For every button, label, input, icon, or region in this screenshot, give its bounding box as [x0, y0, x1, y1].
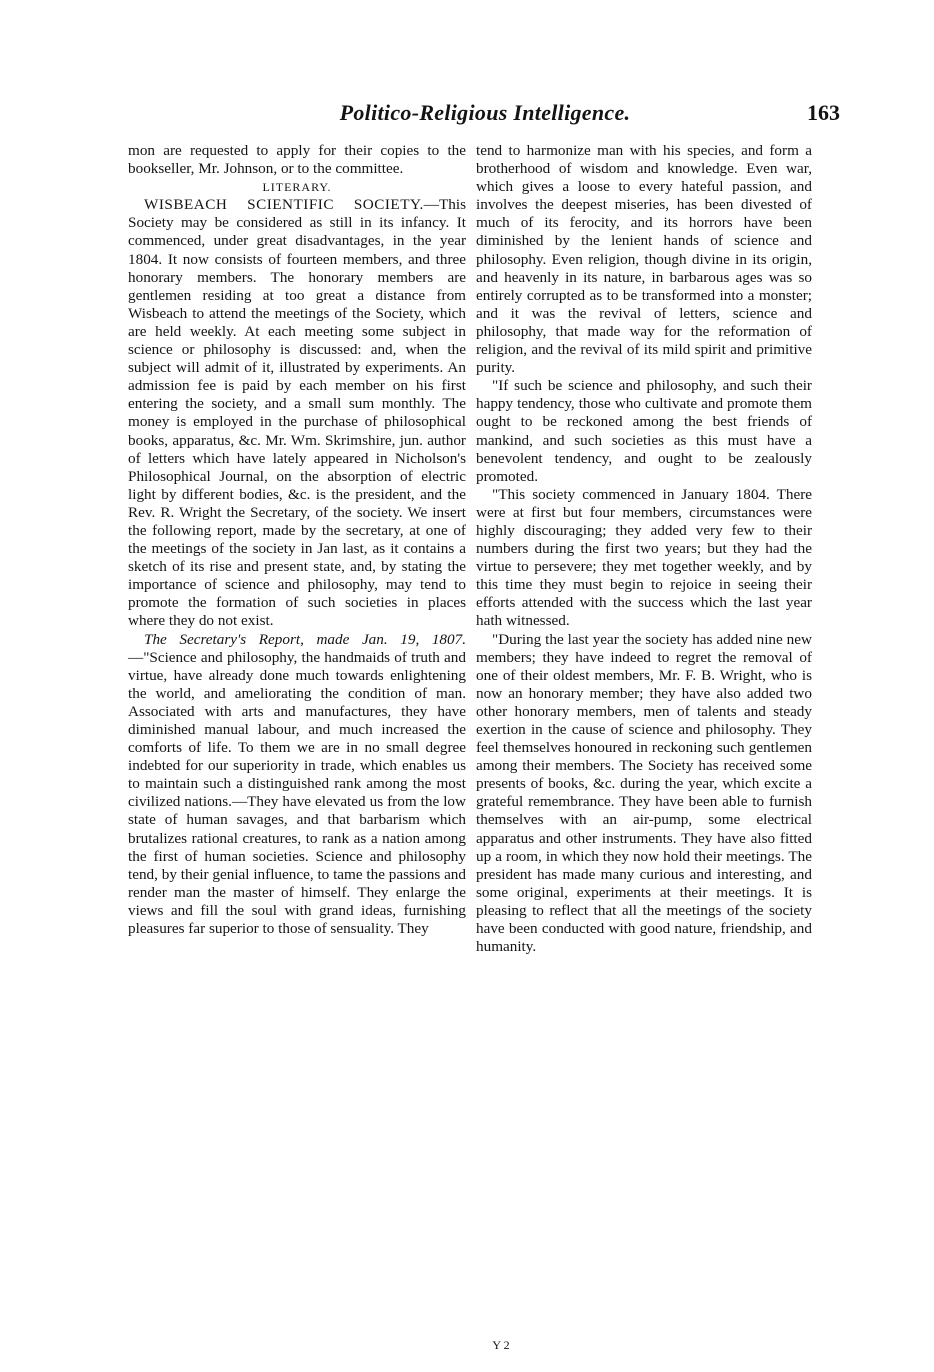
running-title: Politico-Religious Intelligence.: [339, 100, 631, 125]
right-paragraph-4: "During the last year the society has added nine new members; they have indeed to regret the removal of one of their oldest members, Mr. F. B. Wright, who is now an honorary member; they have also added two other honorary members, men of talents and steady exertion in the cause of science and philosophy. They feel themselves honoured in reckoning such gentlemen among their members. The Society has received some presents of books, &c. during the year, which excite a grateful remembrance. They have been able to furnish themselves with an air-pump, some electrical apparatus and other instruments. They have also fitted up a room, in which they now hold their meetings. The president has made many curious and interesting, and some original, experiments at their meetings. It is pleasing to reflect that all the meetings of the society have been conducted with good nature, friendship, and humanity.: [476, 630, 812, 956]
society-name: WISBEACH SCIENTIFIC SOCIETY.: [144, 196, 424, 214]
report-title: The Secretary's Report, made Jan. 19, 1807.: [144, 630, 466, 648]
signature-mark: Y 2: [492, 1338, 510, 1352]
page-number: 163: [807, 100, 840, 125]
section-heading: LITERARY.: [262, 180, 332, 195]
right-paragraph-3: "This society commenced in January 1804. There were at first but four members, circumstances were highly discouraging; they added very few to their numbers during the first two years; but they had the virtue to persevere; they met together weekly, and by this time they must begin to rejoice in seeing their efforts attended with the success which the last year hath witnessed.: [476, 485, 812, 630]
report-body: —"Science and philosophy, the handmaids of truth and virtue, have already done much towards enlightening the world, and ameliorating the condition of man. Associated with arts and manufactures, they have diminished manual labour, and much increased the comforts of life. To them we are in no small degree indebted for our superiority in trade, which enables us to maintain such a distinguished rank among the most civilized nations.—They have elevated us from the low state of human savages, and that barbarism which brutalizes rational creatures, to rank as a nation among the first of human societies. Science and philosophy tend, by their genial influence, to tame the passions and render man the master of himself. They enlarge the views and fill the soul with grand ideas, furnishing pleasures far superior to those of sensuality. They: [128, 648, 466, 938]
right-paragraph-1: tend to harmonize man with his species, and form a brotherhood of wisdom and knowledge. Even war, which gives a loose to every hateful passion, and involves the deepest miseries, has been divested of much of its ferocity, and its horrors have been diminished by the lenient hands of science and philosophy. Even religion, though divine in its origin, and heavenly in its nature, in barbarous ages was so entirely corrupted as to be transformed into a monster; and it was the revival of letters, science and philosophy, that made way for the reformation of religion, and the revival of its mild spirit and primitive purity.: [476, 142, 812, 377]
right-column: [476, 142, 812, 956]
report-paragraph: [128, 631, 466, 939]
society-body: —This Society may be considered as still in its infancy. It commenced, under great disadvantages, in the year 1804. It now consists of fourteen members, and three honorary members. The honorary members are gentlemen residing at too great a distance from Wisbeach to attend the meetings of the Society, which are held weekly. At each meeting some subject in science or philosophy is discussed: and, when the subject will admit of it, illustrated by experiments. An admission fee is paid by each member on his first entering the society, and a small sum monthly. The money is employed in the purchase of philosophical books, apparatus, &c. Mr. Wm. Skrimshire, jun. author of letters which have lately appeared in Nicholson's Philosophical Journal, on the absorption of electric light by different bodies, &c. is the president, and the Rev. R. Wright the Secretary, of the society. We insert the following report, made by the secretary, at one of the meetings of the society in Jan last, as it contains a sketch of its rise and present state, and, by stating the importance of science and philosophy, may tend to promote the formation of such societies in places where they do not exist.: [128, 196, 466, 630]
continued-paragraph: mon are requested to apply for their copies to the bookseller, Mr. Johnson, or to the committee.: [128, 142, 466, 178]
left-column: [128, 142, 466, 938]
right-paragraph-2: "If such be science and philosophy, and such their happy tendency, those who cultivate and promote them ought to be reckoned among the best friends of mankind, and such societies as this must have a benevolent tendency, and ought to be zealously promoted.: [476, 377, 812, 485]
page-header: [130, 100, 840, 134]
society-paragraph: [128, 196, 466, 630]
